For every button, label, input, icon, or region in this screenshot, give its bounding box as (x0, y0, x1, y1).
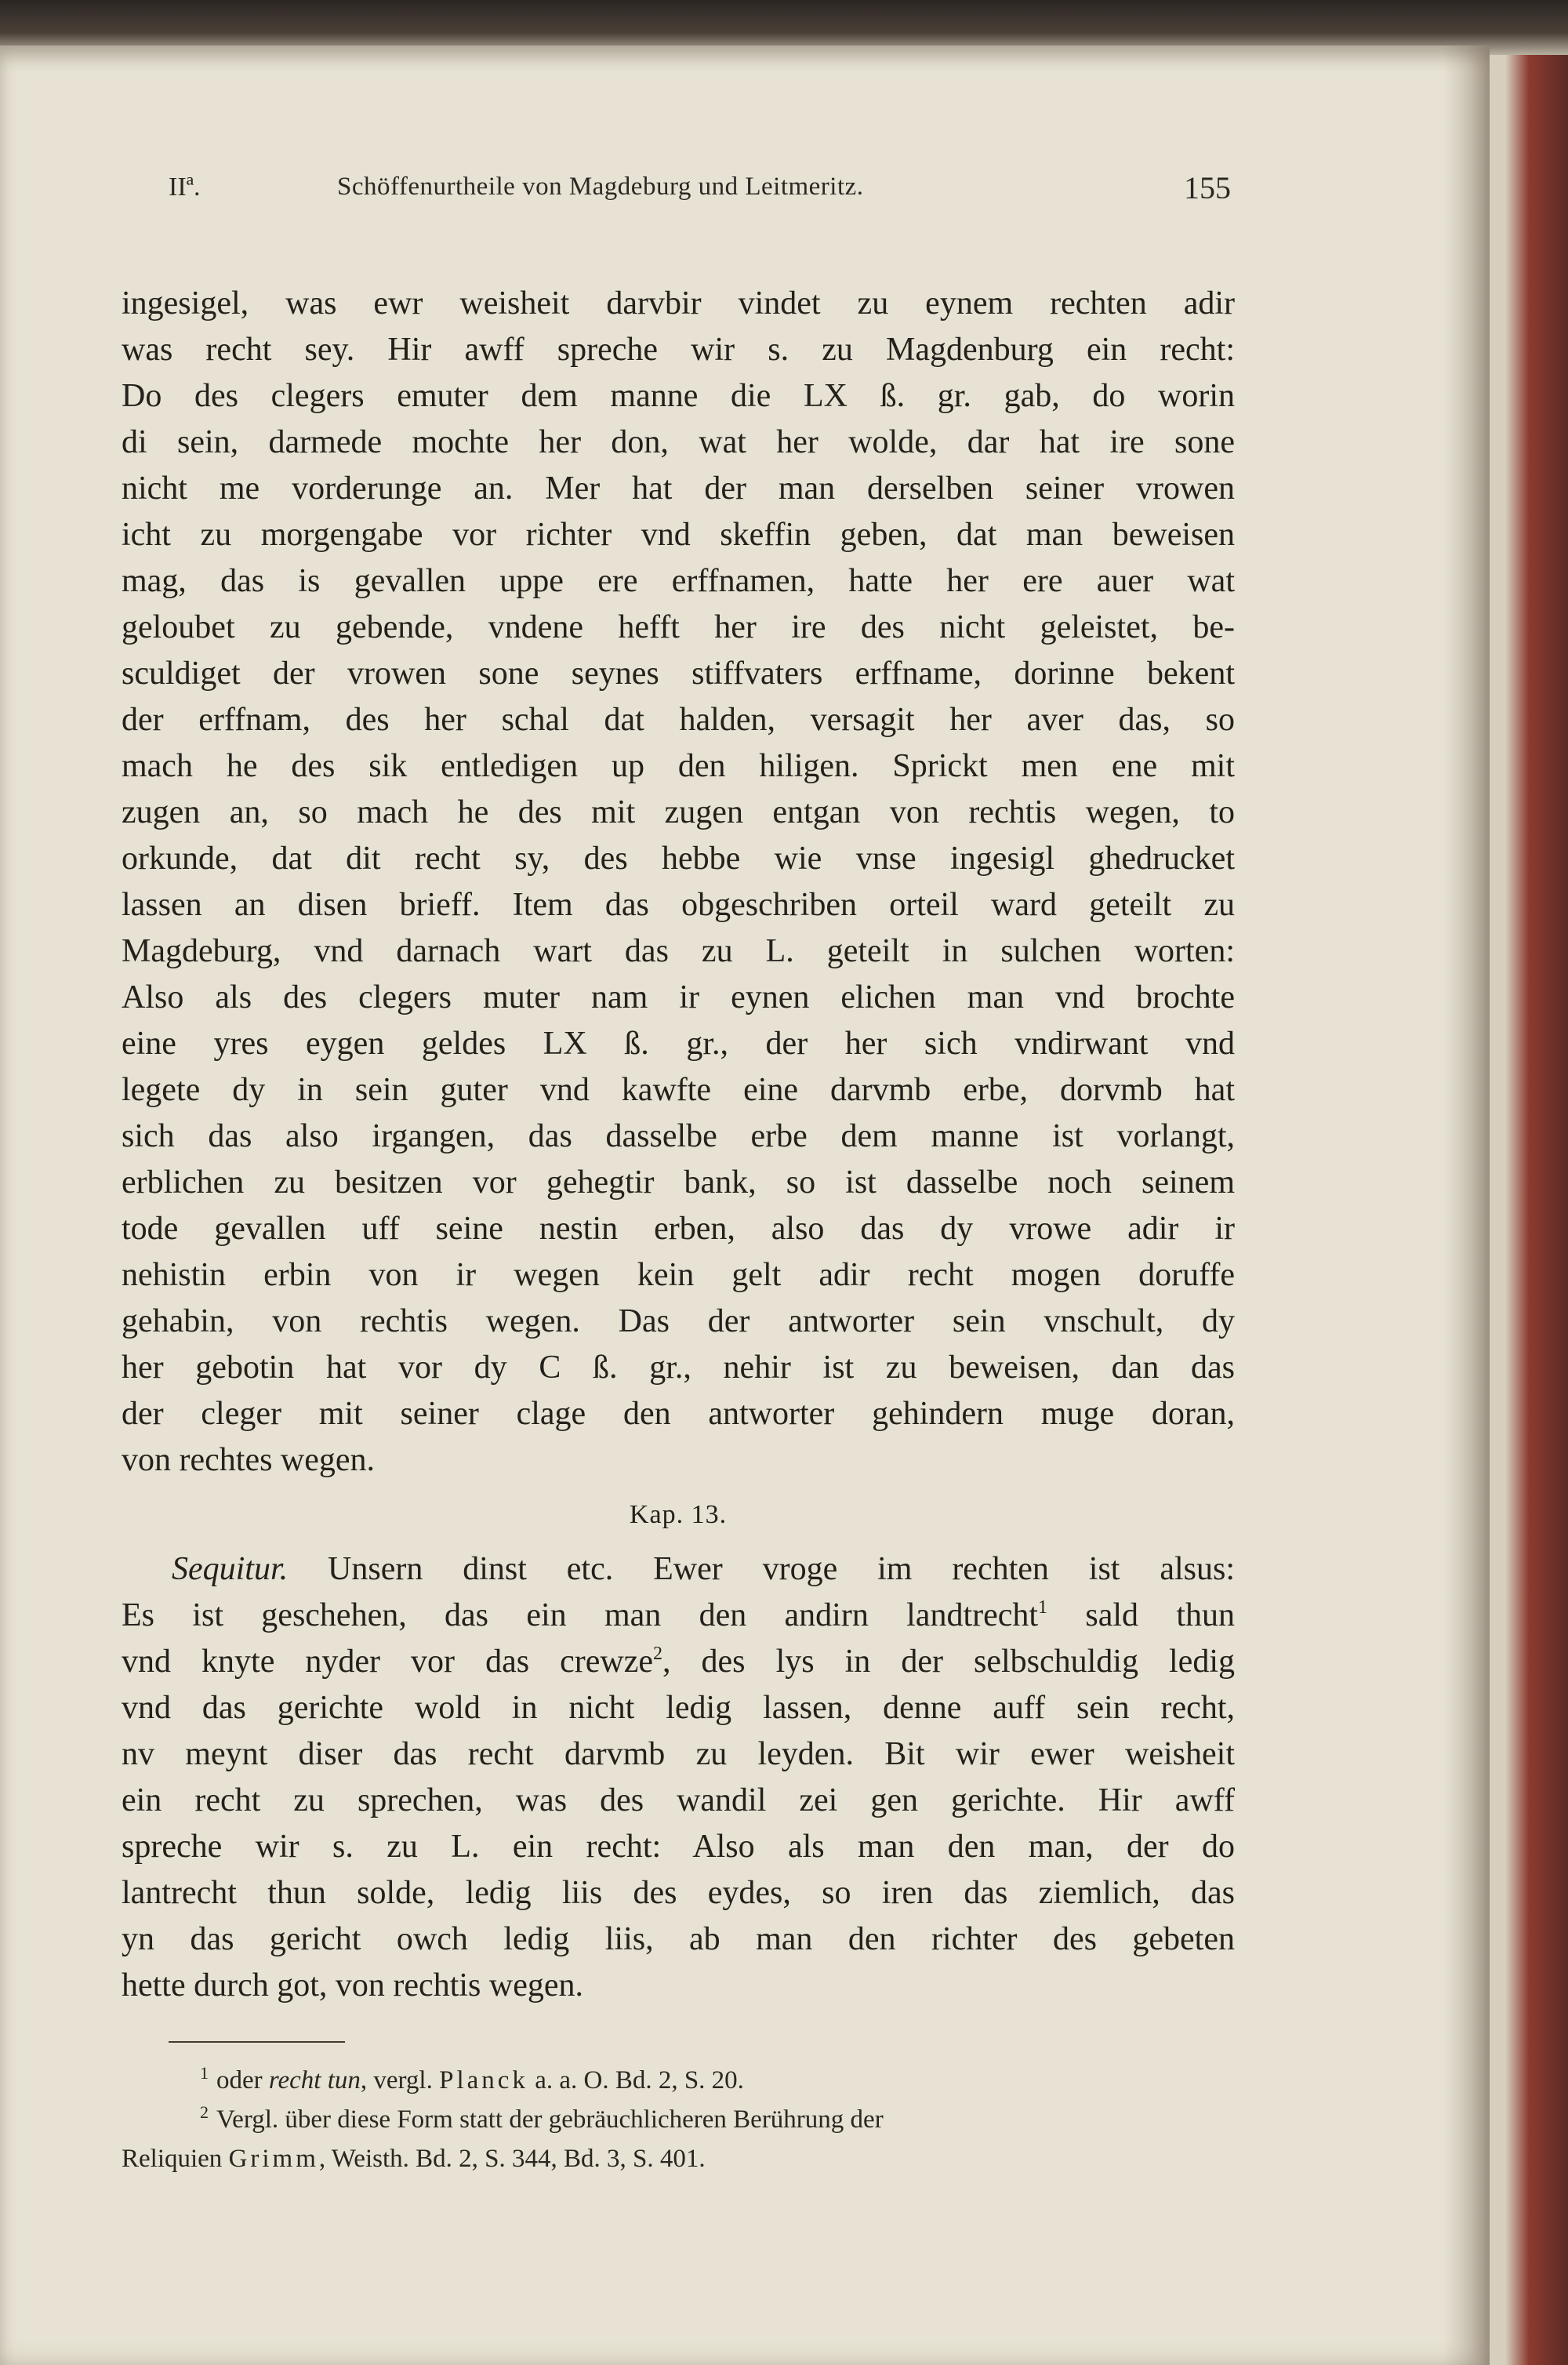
text-line: orkunde, dat dit recht sy, des hebbe wie vnse ingesigl ghedrucket (122, 841, 1235, 877)
text-line: von rechtes wegen. (122, 1442, 376, 1478)
text-span: Es ist geschehen, das ein man den andirn landtrecht (122, 1597, 1039, 1633)
text-line: Do des clegers emuter dem manne die LX ß. gr. gab, do worin (122, 378, 1235, 414)
main-text (122, 281, 1235, 2009)
footnote-text: , Weisth. Bd. 2, S. 344, Bd. 3, S. 401. (318, 2145, 706, 2173)
text-span: Unsern dinst etc. Ewer vroge im rechten ist alsus: (288, 1551, 1235, 1587)
footnote-2-mark: 2 (200, 2102, 209, 2122)
text-line: eine yres eygen geldes LX ß. gr., der her sich vndirwant vnd (122, 1026, 1235, 1062)
page-number: 155 (1184, 170, 1231, 205)
text-line: ingesigel, was ewr weisheit darvbir vindet zu eynem rechten adir (122, 285, 1235, 322)
running-header (169, 170, 1231, 220)
text-line: mach he des sik entledigen up den hiligen. Sprickt men ene mit (122, 748, 1235, 784)
text-line: Also als des clegers muter nam ir eynen elichen man vnd brochte (122, 979, 1235, 1015)
footnote-text: oder (216, 2066, 269, 2094)
text-line: vnd das gerichte wold in nicht ledig lassen, denne auff sein recht, (122, 1690, 1235, 1726)
footnote-ref-2: 2 (653, 1644, 662, 1664)
text-line: nicht me vorderunge an. Mer hat der man derselben seiner vrowen (122, 470, 1235, 507)
text-line: legete dy in sein guter vnd kawfte eine darvmb erbe, dorvmb hat (122, 1072, 1235, 1108)
chapter-heading: Kap. 13. (629, 1500, 728, 1529)
footnote-divider (169, 2041, 345, 2043)
paragraph-2 (122, 1546, 1235, 2009)
footnote-ref-1: 1 (1038, 1597, 1048, 1618)
text-span: , des lys in der selbschuldig ledig (662, 1644, 1235, 1680)
paragraph-1 (122, 281, 1235, 1484)
text-line: yn das gericht owch ledig liis, ab man den richter des gebeten (122, 1921, 1235, 1957)
footnote-1-mark: 1 (200, 2063, 209, 2083)
text-line: di sein, darmede mochte her don, wat her wolde, dar hat ire sone (122, 424, 1235, 460)
text-line: der erffnam, des her schal dat halden, versagit her aver das, so (122, 702, 1235, 738)
text-line: lantrecht thun solde, ledig liis des eydes, so iren das ziemlich, das (122, 1875, 1235, 1911)
text-span: sald thun (1047, 1597, 1235, 1633)
footnotes (122, 2061, 1235, 2178)
footnote-1 (122, 2061, 1235, 2100)
text-line: nv meynt diser das recht darvmb zu leyden. Bit wir ewer weisheit (122, 1736, 1235, 1772)
text-line: nehistin erbin von ir wegen kein gelt adir recht mogen doruffe (122, 1257, 1235, 1293)
text-line (122, 1639, 1235, 1685)
footnote-italic-text: recht tun (268, 2066, 361, 2094)
text-line: sich das also irgangen, das dasselbe erbe dem manne ist vorlangt, (122, 1118, 1235, 1154)
text-line: gehabin, von rechtis wegen. Das der antworter sein vnschult, dy (122, 1303, 1235, 1339)
text-line: zugen an, so mach he des mit zugen entgan von rechtis wegen, to (122, 794, 1235, 830)
footnote-author-name: Planck (439, 2066, 528, 2094)
text-span: vnd knyte nyder vor das crewze (122, 1644, 653, 1680)
footnote-2 (122, 2100, 1235, 2139)
header-section-number: IIª. (169, 173, 201, 202)
sequitur-word: Sequitur. (172, 1551, 289, 1587)
text-line: was recht sey. Hir awff spreche wir s. zu Magdenburg ein recht: (122, 332, 1235, 368)
header-title: Schöffenurtheile von Magdeburg und Leitmeritz. (337, 173, 864, 201)
text-line (122, 1546, 1235, 1593)
text-line: ein recht zu sprechen, was des wandil zei gen gerichte. Hir awff (122, 1782, 1235, 1818)
text-line: her gebotin hat vor dy C ß. gr., nehir ist zu beweisen, dan das (122, 1350, 1235, 1386)
text-line: tode gevallen uff seine nestin erben, also das dy vrowe adir ir (122, 1211, 1235, 1247)
text-line: icht zu morgengabe vor richter vnd skeffin geben, dat man beweisen (122, 517, 1235, 553)
footnote-2-continued (122, 2139, 1235, 2178)
text-line: erblichen zu besitzen vor gehegtir bank, so ist dasselbe noch seinem (122, 1164, 1235, 1201)
footnote-text: Reliquien (122, 2145, 229, 2173)
text-line: sculdiget der vrowen sone seynes stiffvaters erffname, dorinne bekent (122, 656, 1235, 692)
footnote-text: Vergl. über diese Form statt der gebräuchlicheren Berührung der (216, 2105, 884, 2134)
text-line: geloubet zu gebende, vndene hefft her ire des nicht geleistet, be- (122, 609, 1235, 645)
text-line: der cleger mit seiner clage den antworter gehindern muge doran, (122, 1396, 1235, 1432)
footnote-text: a. a. O. Bd. 2, S. 20. (528, 2066, 744, 2094)
text-line: Magdeburg, vnd darnach wart das zu L. geteilt in sulchen worten: (122, 933, 1235, 969)
book-page (0, 45, 1490, 2365)
paragraph-2-rest (122, 1685, 1235, 2009)
text-line: mag, das is gevallen uppe ere erffnamen, hatte her ere auer wat (122, 563, 1235, 599)
text-line: spreche wir s. zu L. ein recht: Also als man den man, der do (122, 1829, 1235, 1865)
page-gutter-shadow (1443, 45, 1490, 2365)
footnote-text: , vergl. (360, 2066, 440, 2094)
text-line: lassen an disen brieff. Item das obgeschriben orteil ward geteilt zu (122, 887, 1235, 923)
text-line: hette durch got, von rechtis wegen. (122, 1967, 583, 2004)
footnote-author-name: Grimm (228, 2145, 319, 2173)
text-line (122, 1593, 1235, 1639)
